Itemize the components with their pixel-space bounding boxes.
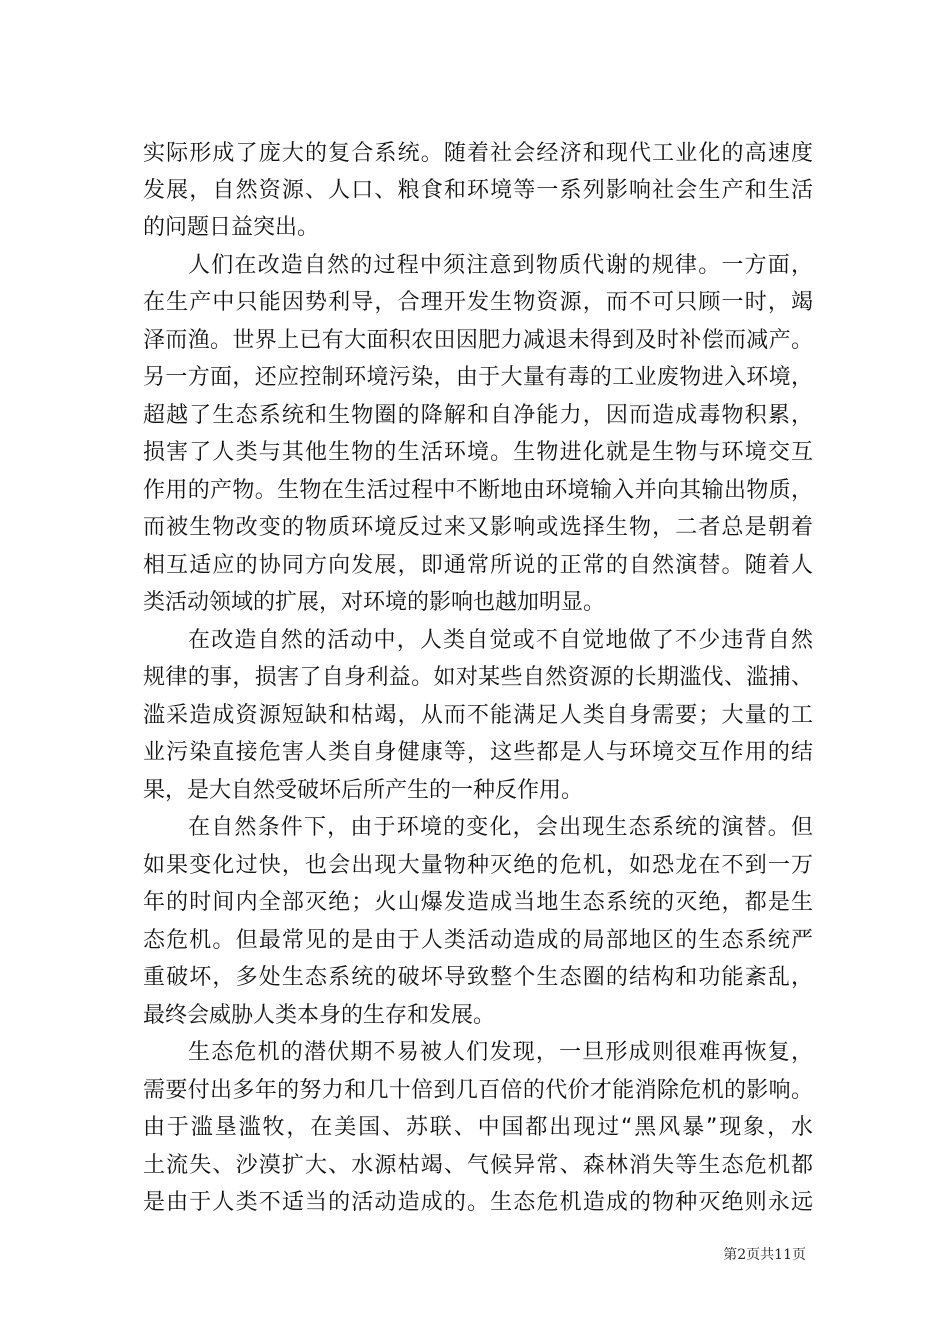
text-line: 年的时间内全部灭绝；火山爆发造成当地生态系统的灭绝，都是生 <box>143 890 813 915</box>
text-line: 业污染直接危害人类自身健康等，这些都是人与环境交互作用的结 <box>143 740 813 765</box>
text-line: 规律的事，损害了自身利益。如对某些自然资源的长期滥伐、滥捕、 <box>143 665 813 690</box>
paragraph-first-line: 生态危机的潜伏期不易被人们发现，一旦形成则很难再恢复， <box>188 1040 813 1065</box>
text-line: 损害了人类与其他生物的生活环境。生物进化就是生物与环境交互 <box>143 440 813 465</box>
paragraph-first-line: 在改造自然的活动中，人类自觉或不自觉地做了不少违背自然 <box>188 628 813 653</box>
text-line: 是由于人类不适当的活动造成的。生态危机造成的物种灭绝则永远 <box>143 1190 813 1215</box>
text-line: 土流失、沙漠扩大、水源枯竭、气候异常、森林消失等生态危机都 <box>143 1153 813 1178</box>
text-line: 相互适应的协同方向发展，即通常所说的正常的自然演替。随着人 <box>143 553 813 578</box>
text-line: 实际形成了庞大的复合系统。随着社会经济和现代工业化的高速度 <box>143 141 813 166</box>
text-line: 重破坏，多处生态系统的破坏导致整个生态圈的结构和功能紊乱， <box>143 965 813 990</box>
text-line: 滥采造成资源短缺和枯竭，从而不能满足人类自身需要；大量的工 <box>143 703 813 728</box>
paragraph-first-line: 人们在改造自然的过程中须注意到物质代谢的规律。一方面， <box>188 253 813 278</box>
text-line: 如果变化过快，也会出现大量物种灭绝的危机，如恐龙在不到一万 <box>143 853 813 878</box>
text-line: 需要付出多年的努力和几十倍到几百倍的代价才能消除危机的影响。 <box>143 1078 813 1103</box>
text-line: 作用的产物。生物在生活过程中不断地由环境输入并向其输出物质， <box>143 478 813 503</box>
page-number-footer: 第2页共11页 <box>723 1247 806 1263</box>
text-line: 而被生物改变的物质环境反过来又影响或选择生物，二者总是朝着 <box>143 515 813 540</box>
text-line: 类活动领域的扩展，对环境的影响也越加明显。 <box>143 590 606 615</box>
text-line: 的问题日益突出。 <box>143 215 320 240</box>
text-line: 果，是大自然受破坏后所产生的一种反作用。 <box>143 778 584 803</box>
text-line: 发展，自然资源、人口、粮食和环境等一系列影响社会生产和生活 <box>143 178 813 203</box>
paragraph-first-line: 在自然条件下，由于环境的变化，会出现生态系统的演替。但 <box>188 815 813 840</box>
text-line: 泽而渔。世界上已有大面积农田因肥力减退未得到及时补偿而减产。 <box>143 328 813 353</box>
text-line: 另一方面，还应控制环境污染，由于大量有毒的工业废物进入环境， <box>143 365 813 390</box>
text-line: 由于滥垦滥牧，在美国、苏联、中国都出现过“黑风暴”现象，水 <box>143 1115 813 1140</box>
text-line: 超越了生态系统和生物圈的降解和自净能力，因而造成毒物积累， <box>143 403 813 428</box>
text-line: 态危机。但最常见的是由于人类活动造成的局部地区的生态系统严 <box>143 928 813 953</box>
text-line: 在生产中只能因势利导，合理开发生物资源，而不可只顾一时，竭 <box>143 290 813 315</box>
text-line: 最终会威胁人类本身的生存和发展。 <box>143 1003 496 1028</box>
